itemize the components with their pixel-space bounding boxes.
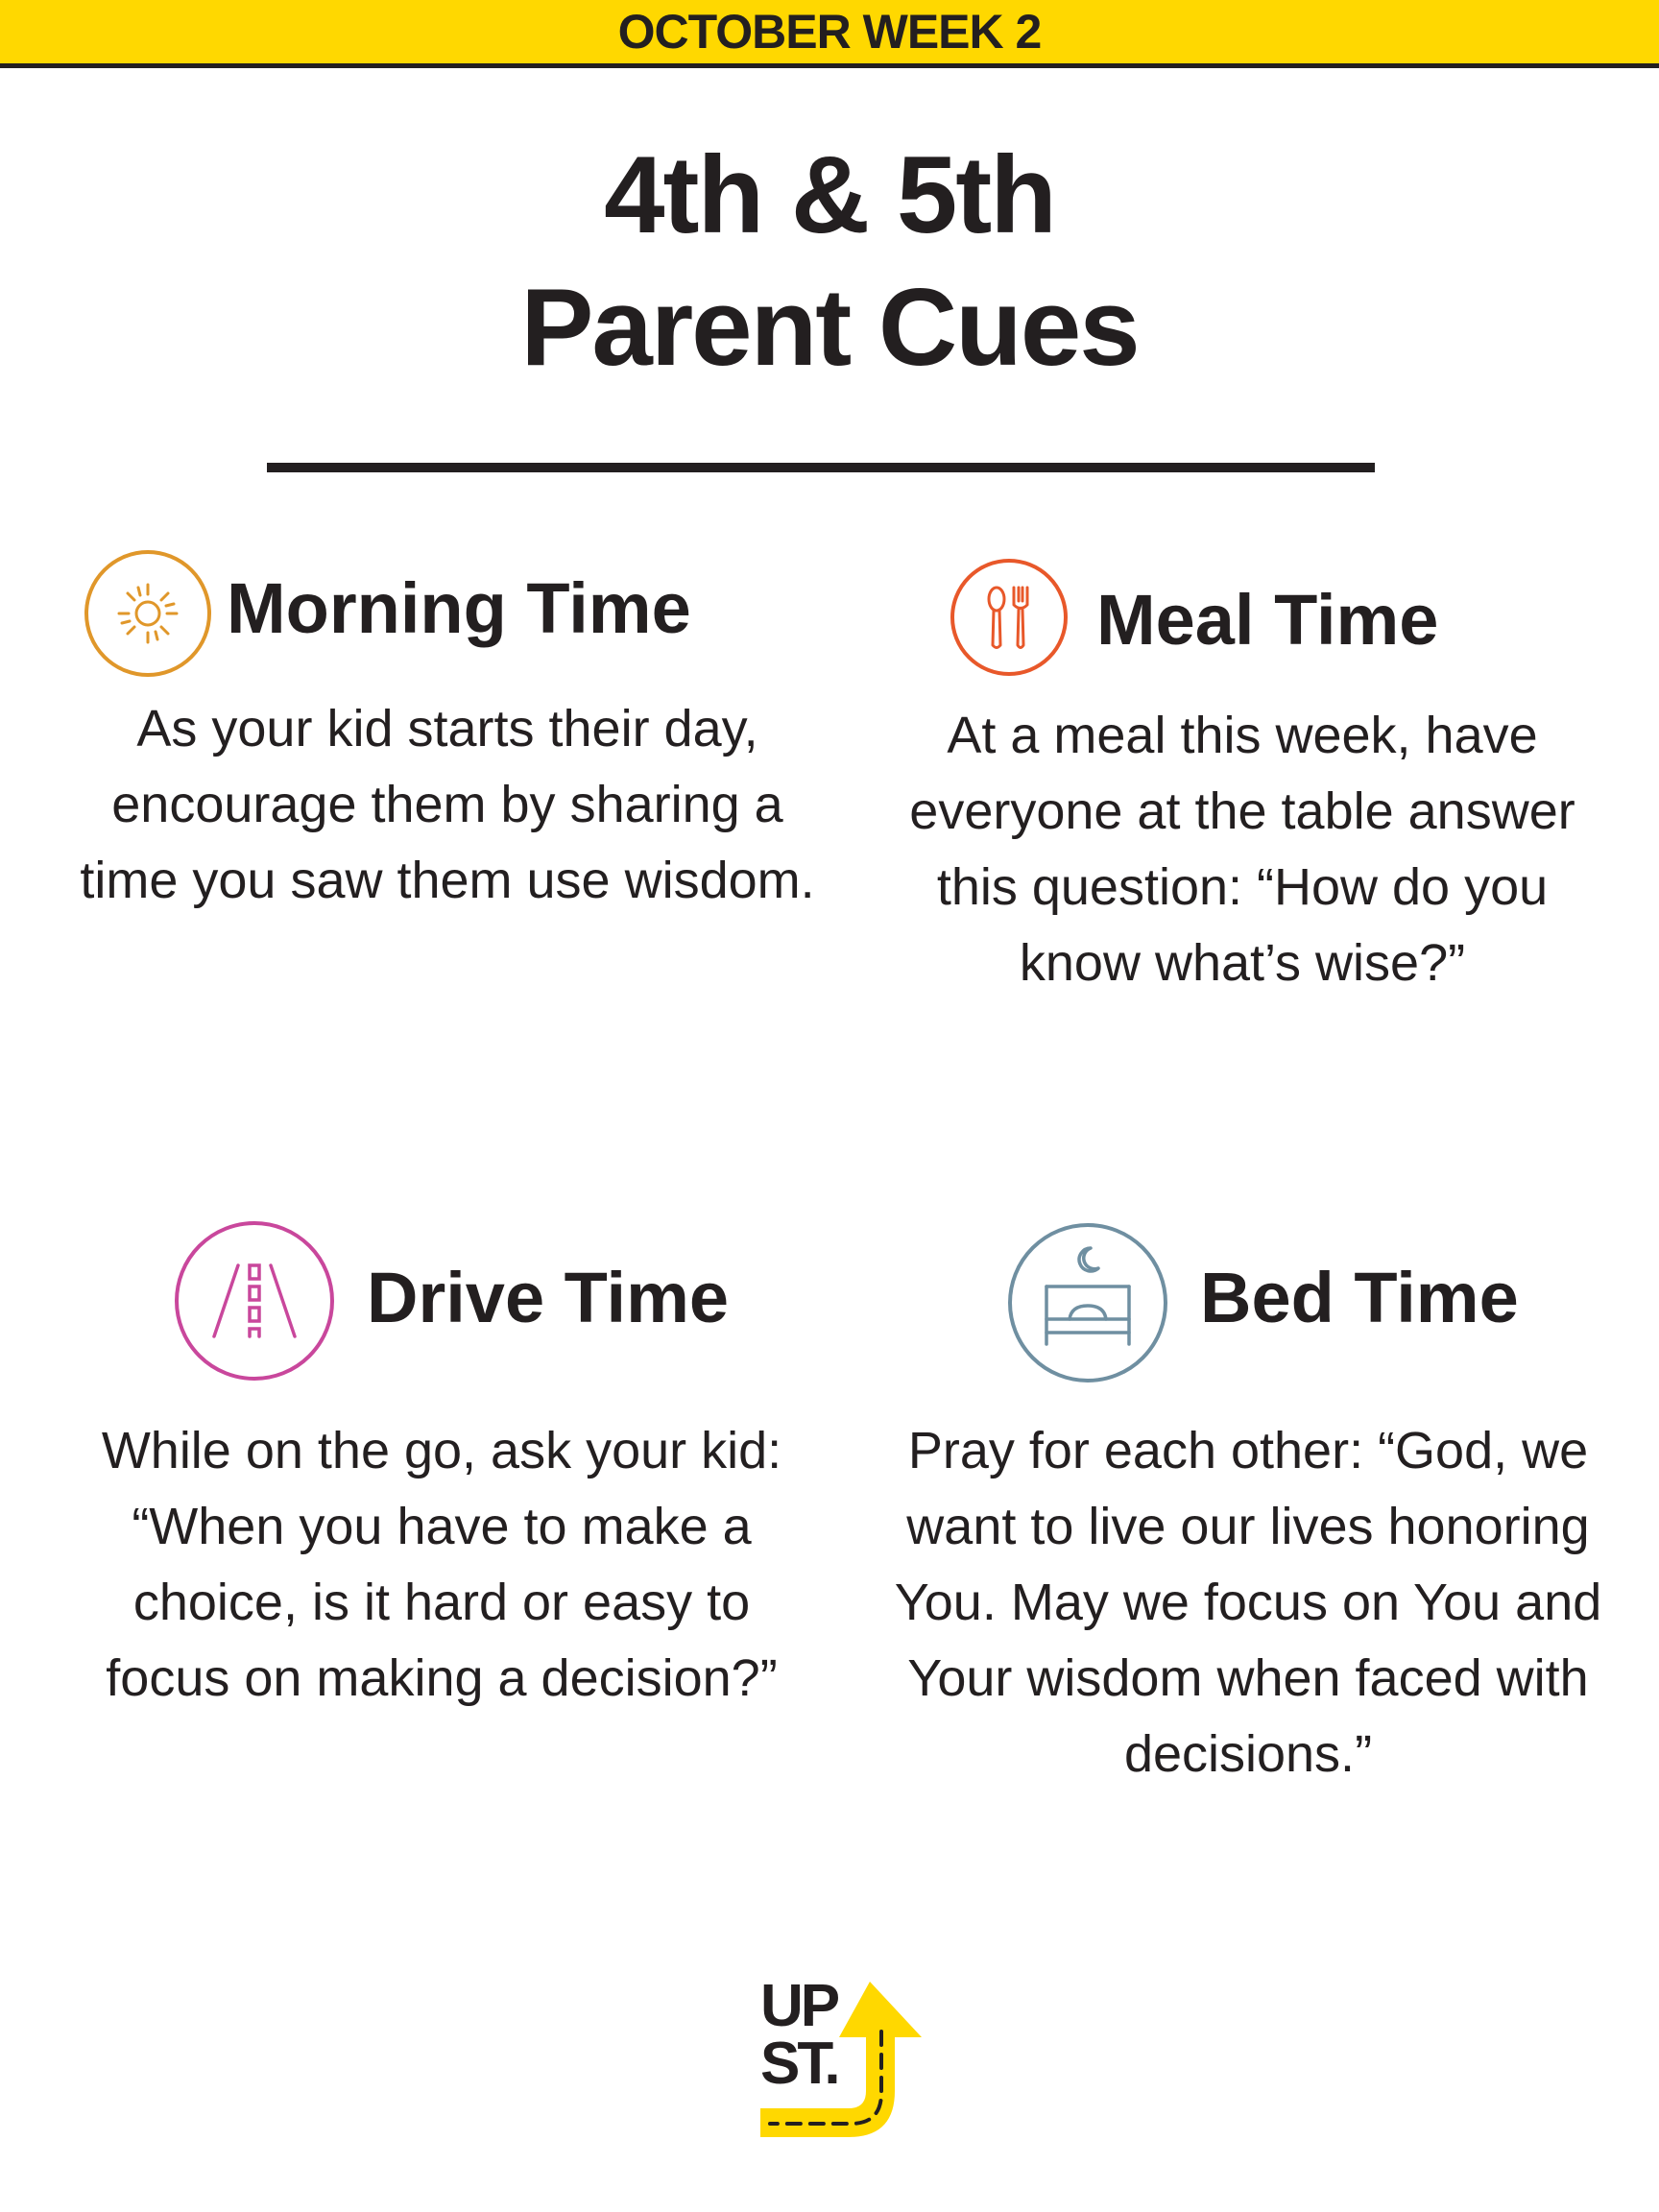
road-icon [173, 1219, 336, 1382]
upstreet-logo [757, 1974, 929, 2143]
logo-wordmark [760, 1973, 838, 2097]
section-title: Meal Time [1096, 580, 1439, 660]
section-body: At a meal this week, have everyone at the table answer this question: “How do you know what’s wise?” [909, 707, 1575, 992]
header-banner [0, 0, 1659, 63]
section-title: Bed Time [1200, 1258, 1519, 1337]
banner-text: OCTOBER WEEK 2 [617, 5, 1042, 59]
bed-moon-icon [1006, 1221, 1169, 1384]
page-title [0, 130, 1659, 395]
banner-divider [0, 63, 1659, 68]
section-title: Drive Time [367, 1258, 730, 1337]
page-title-line2: Parent Cues [520, 267, 1139, 389]
section-body: As your kid starts their day, encourage them by sharing a time you saw them use wisdom. [80, 700, 815, 909]
section-body: While on the go, ask your kid: “When you have to make a choice, is it hard or easy to focus on making a decision?” [101, 1422, 782, 1707]
logo-line1: UP [760, 1973, 838, 2039]
section-body: Pray for each other: “God, we want to live our lives honoring You. May we focus on You and Your wisdom when faced with decisions.” [894, 1422, 1602, 1783]
section-title: Morning Time [227, 568, 691, 648]
fork-spoon-icon [949, 557, 1070, 678]
page-title-line1: 4th & 5th [604, 134, 1055, 256]
title-divider [267, 463, 1375, 472]
logo-line2: ST. [760, 2031, 838, 2097]
sun-icon [83, 548, 213, 679]
